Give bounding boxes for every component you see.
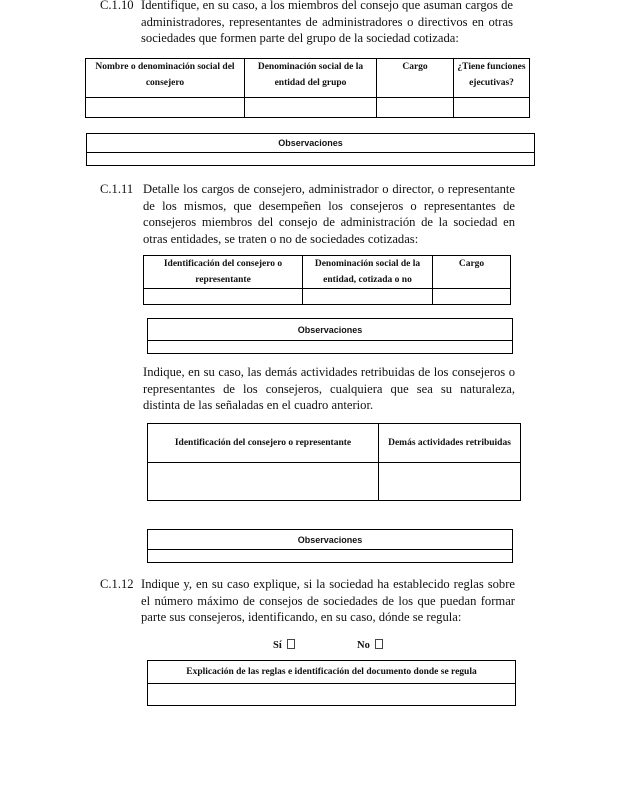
section-number-c1-10: C.1.10 <box>100 0 134 12</box>
rules-explanation-box <box>147 660 516 706</box>
column-header-entity-name: Denominación social de la entidad, cotizada o no <box>303 256 433 289</box>
table-cell[interactable] <box>148 463 379 501</box>
table-cell[interactable] <box>379 463 521 501</box>
column-header-director-or-representative: Identificación del consejero o representante <box>144 256 303 289</box>
other-entities-positions-table <box>143 255 511 305</box>
explanation-label: Explicación de las reglas e identificación del documento donde se regula <box>148 661 516 684</box>
section-number-c1-11: C.1.11 <box>100 182 134 196</box>
other-activities-text: Indique, en su caso, las demás actividades retribuidas de los consejeros o representantes de los consejeros, cualquiera que sea su naturaleza, distinta de las señaladas en el cuadro anterior. <box>143 365 515 413</box>
table-cell[interactable] <box>454 98 530 118</box>
section-text-c1-12: Indique y, en su caso explique, si la sociedad ha establecido reglas sobre el número máximo de consejos de sociedades de los que puedan formar parte sus consejeros, identificando, en su caso, dónde se regula: <box>141 577 515 625</box>
observations-box-other-activities <box>147 529 513 563</box>
column-header-executive-functions: ¿Tiene funciones ejecutivas? <box>454 59 530 98</box>
table-cell[interactable] <box>144 289 303 305</box>
observations-field[interactable] <box>148 550 513 563</box>
section-text-c1-10: Identifique, en su caso, a los miembros del consejo que asuman cargos de administradores, representantes de administradores o directivos en otras sociedades que formen parte del grupo de la sociedad cotizada: <box>141 0 513 46</box>
group-positions-table <box>85 58 530 118</box>
yes-option[interactable] <box>273 639 295 651</box>
observations-label: Observaciones <box>148 530 513 550</box>
no-label: No <box>357 640 370 651</box>
no-checkbox[interactable] <box>375 639 383 649</box>
observations-field[interactable] <box>148 341 513 354</box>
column-header-director-or-representative: Identificación del consejero o representante <box>148 424 379 463</box>
column-header-other-paid-activities: Demás actividades retribuidas <box>379 424 521 463</box>
observations-field[interactable] <box>87 153 535 166</box>
explanation-field[interactable] <box>148 684 516 706</box>
column-header-group-entity: Denominación social de la entidad del grupo <box>245 59 377 98</box>
observations-box-c1-10 <box>86 133 535 166</box>
table-cell[interactable] <box>433 289 511 305</box>
yes-checkbox[interactable] <box>287 639 295 649</box>
table-cell[interactable] <box>303 289 433 305</box>
table-cell[interactable] <box>377 98 454 118</box>
column-header-director-name: Nombre o denominación social del consejero <box>86 59 245 98</box>
section-number-c1-12: C.1.12 <box>100 577 134 591</box>
yes-label: Sí <box>273 640 282 651</box>
observations-label: Observaciones <box>87 134 535 153</box>
section-text-c1-11: Detalle los cargos de consejero, administrador o director, o representante de los mismos, que desempeñen los consejeros o representantes de consejeros miembros del consejo de administración de la sociedad en otras entidades, se traten o no de sociedades cotizadas: <box>143 182 515 246</box>
column-header-position: Cargo <box>433 256 511 289</box>
no-option[interactable] <box>357 639 383 651</box>
observations-label: Observaciones <box>148 319 513 341</box>
table-cell[interactable] <box>245 98 377 118</box>
observations-box-c1-11 <box>147 318 513 354</box>
column-header-position: Cargo <box>377 59 454 98</box>
other-activities-table <box>147 423 521 501</box>
table-cell[interactable] <box>86 98 245 118</box>
